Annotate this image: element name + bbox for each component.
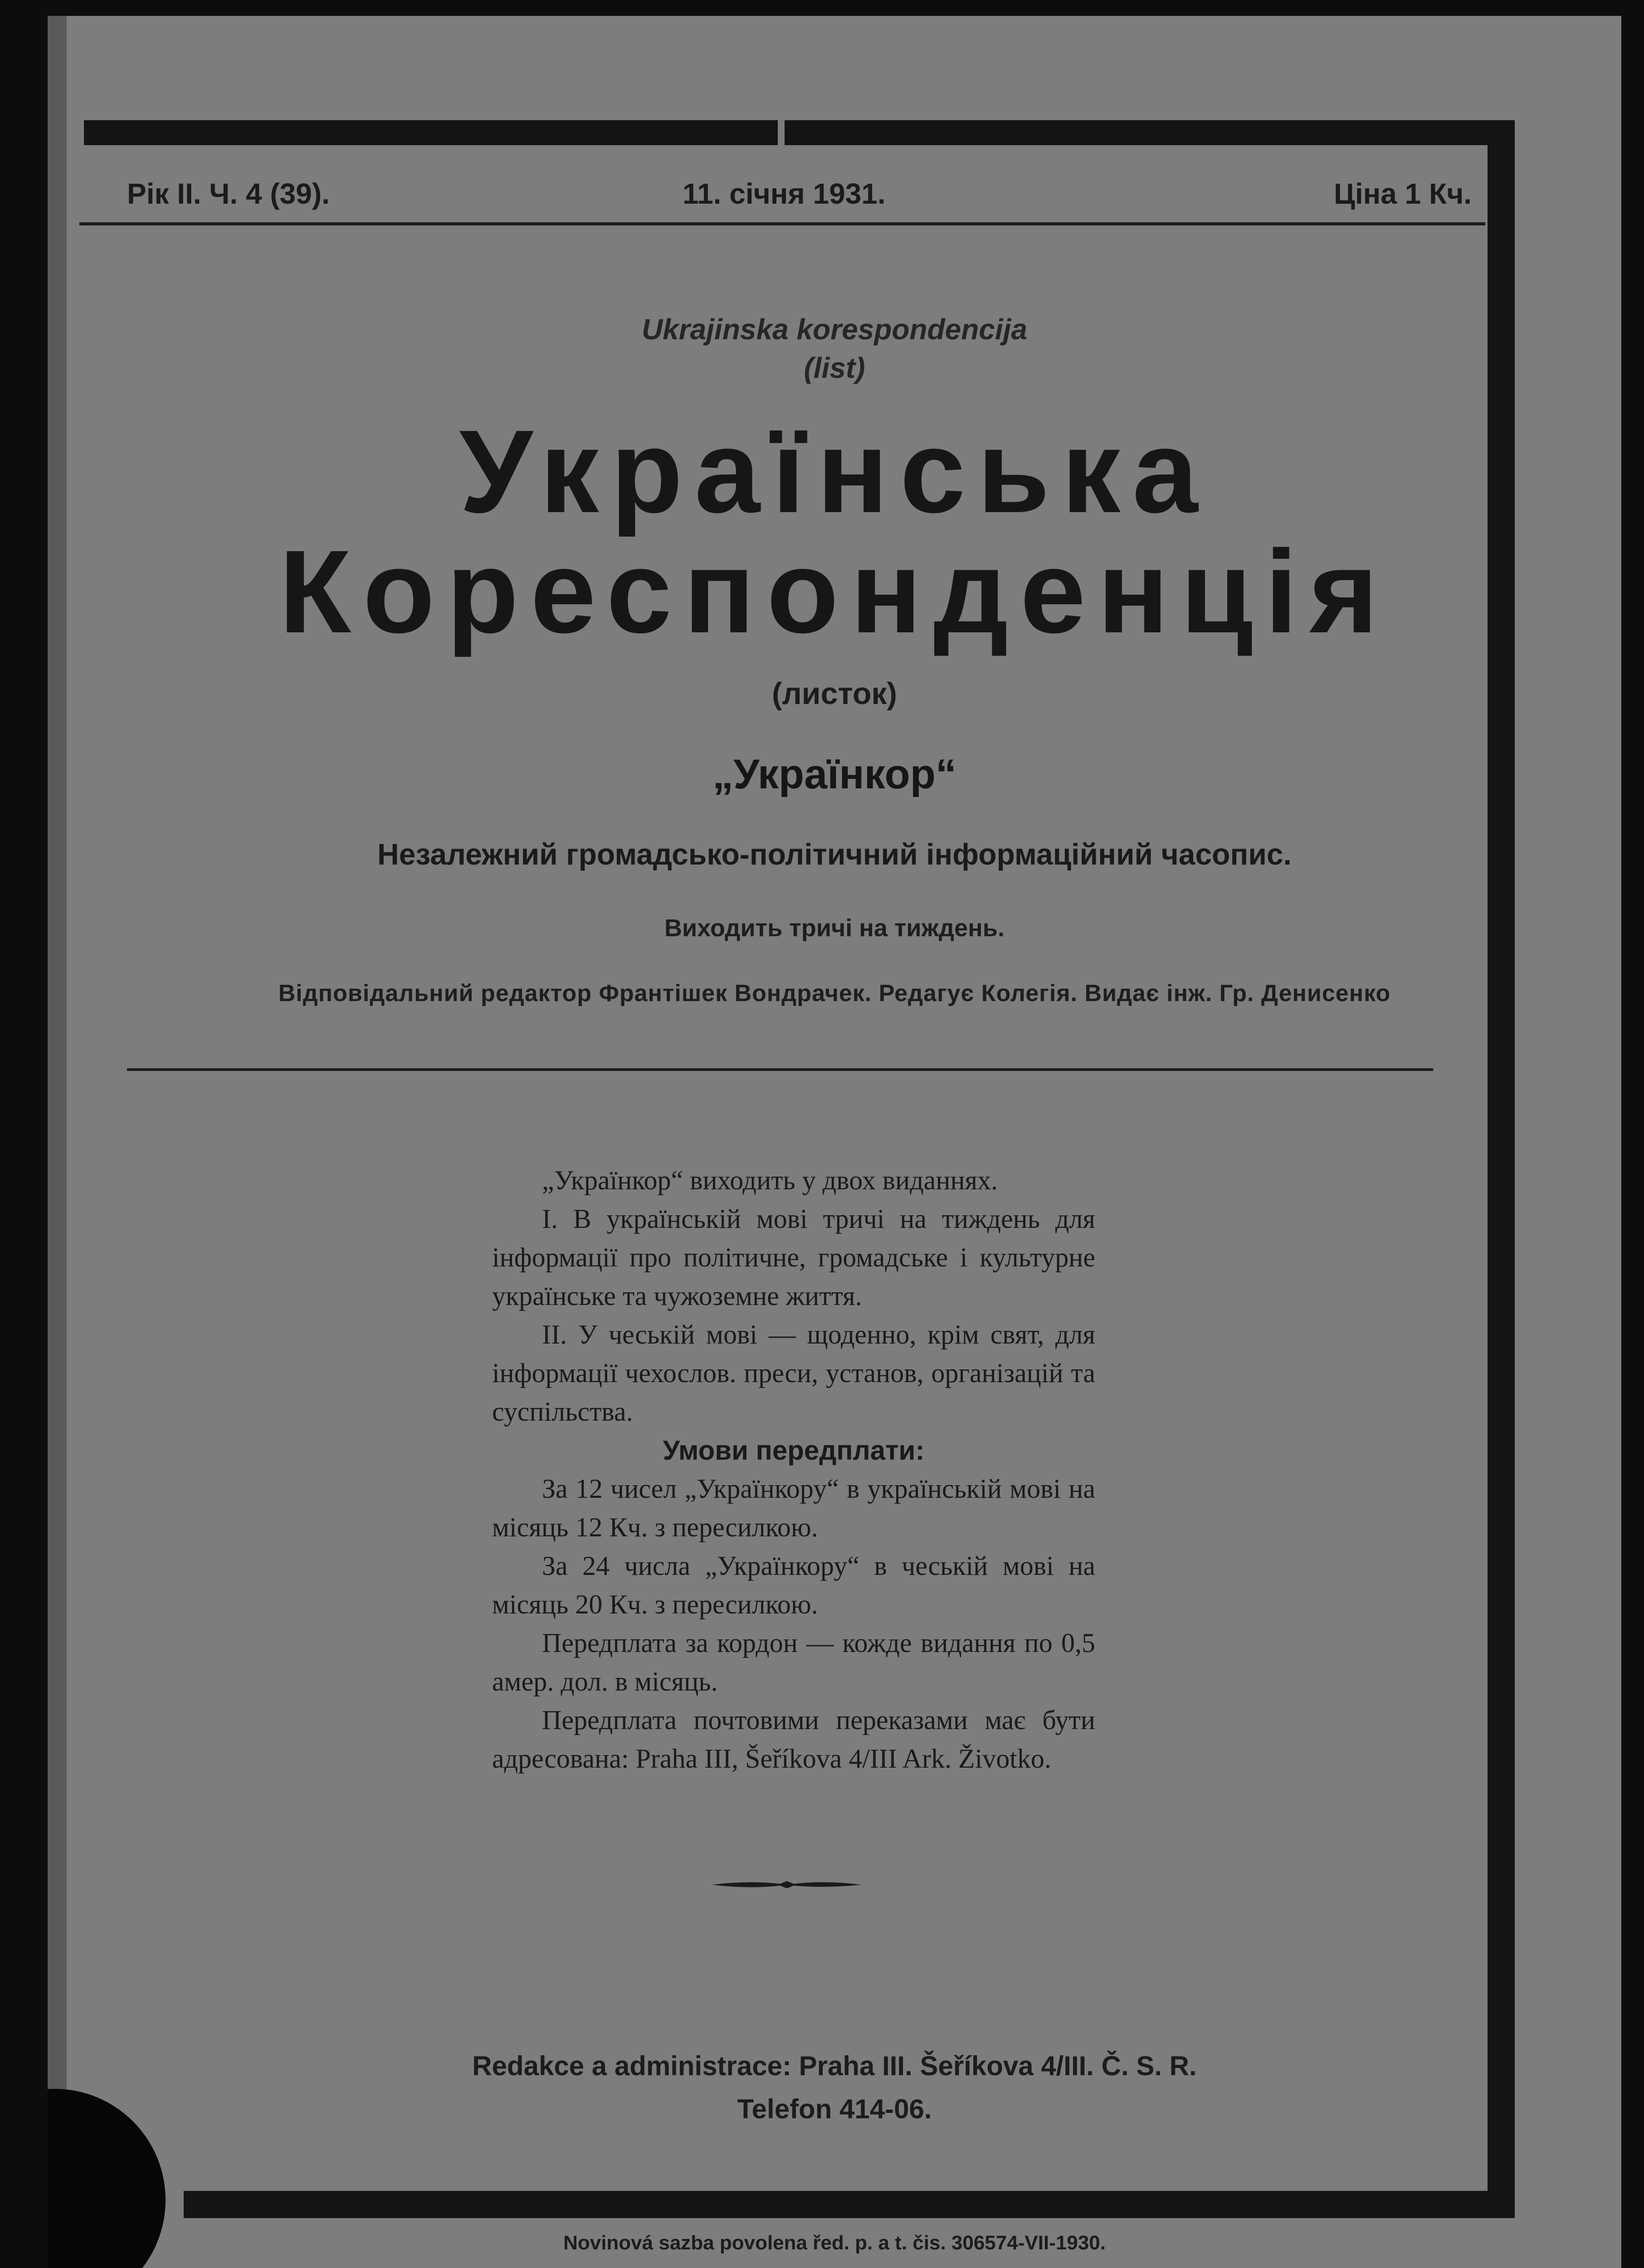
title-line-2: Кореспонденція [279,526,1390,658]
title-line-1: Українська [459,406,1210,538]
top-border-bar-right [785,120,1515,145]
section-rule [127,1068,1433,1071]
latin-title: Ukrajinska korespondencija [641,313,1028,346]
paragraph-editions: „Українкор“ виходить у двох виданнях. [542,1165,998,1195]
info-column [492,1161,1095,1778]
title-subtitle: (листок) [771,676,898,711]
paragraph-ukrainian-edition: I. В українській мові тричі на тиждень для інформації про політичне, громадське і культурне українське та чужоземне життя. [492,1204,1095,1311]
bottom-border-bar [184,2191,1515,2218]
ornament-divider-icon [712,1876,862,1894]
issue-header [127,177,1472,227]
newspaper-page [48,16,1621,2268]
paragraph-payment-address: Передплата почтовими переказами має бути адресована: Praha III, Šeříkova 4/III Ark. Životko. [492,1705,1095,1774]
print-permit: Novinová sazba povolena řed. p. a t. čis. 306574-VII-1930. [563,2232,1106,2254]
frequency: Виходить тричі на тиждень. [664,914,1005,942]
subscription-heading: Умови передплати: [663,1435,925,1466]
editors-line: Відповідальний редактор Франтішек Вондрачек. Редагує Колегія. Видає інж. Гр. Денисенко [278,980,1391,1007]
paragraph-czech-price: За 24 числа „Українкору“ в чеській мові на місяць 20 Кч. з пересилкою. [492,1551,1095,1619]
latin-subtitle: (list) [804,352,865,384]
description: Незалежний громадсько-політичний інформаційний часопис. [377,837,1292,871]
issue-number: Рік II. Ч. 4 (39). [127,177,330,210]
paragraph-ukrainian-price: За 12 чисел „Українкору“ в українській мові на місяць 12 Кч. з пересилкою. [492,1474,1095,1542]
brand-name: „Українкор“ [712,751,956,797]
paragraph-czech-edition: II. У чеській мові — щоденно, крім свят, для інформації чехослов. преси, установ, організацій та суспільства. [492,1320,1095,1427]
address-line: Redakce a administrace: Praha III. Šeříkova 4/III. Č. S. R. [472,2051,1197,2081]
issue-date: 11. січня 1931. [683,177,886,210]
paragraph-foreign-price: Передплата за кордон — кожде видання по 0,5 амер. дол. в місяць. [492,1628,1095,1696]
top-border-bar-left [84,120,778,145]
issue-price: Ціна 1 Кч. [1334,177,1472,210]
header-rule [79,222,1485,225]
telephone: Telefon 414-06. [737,2094,932,2124]
